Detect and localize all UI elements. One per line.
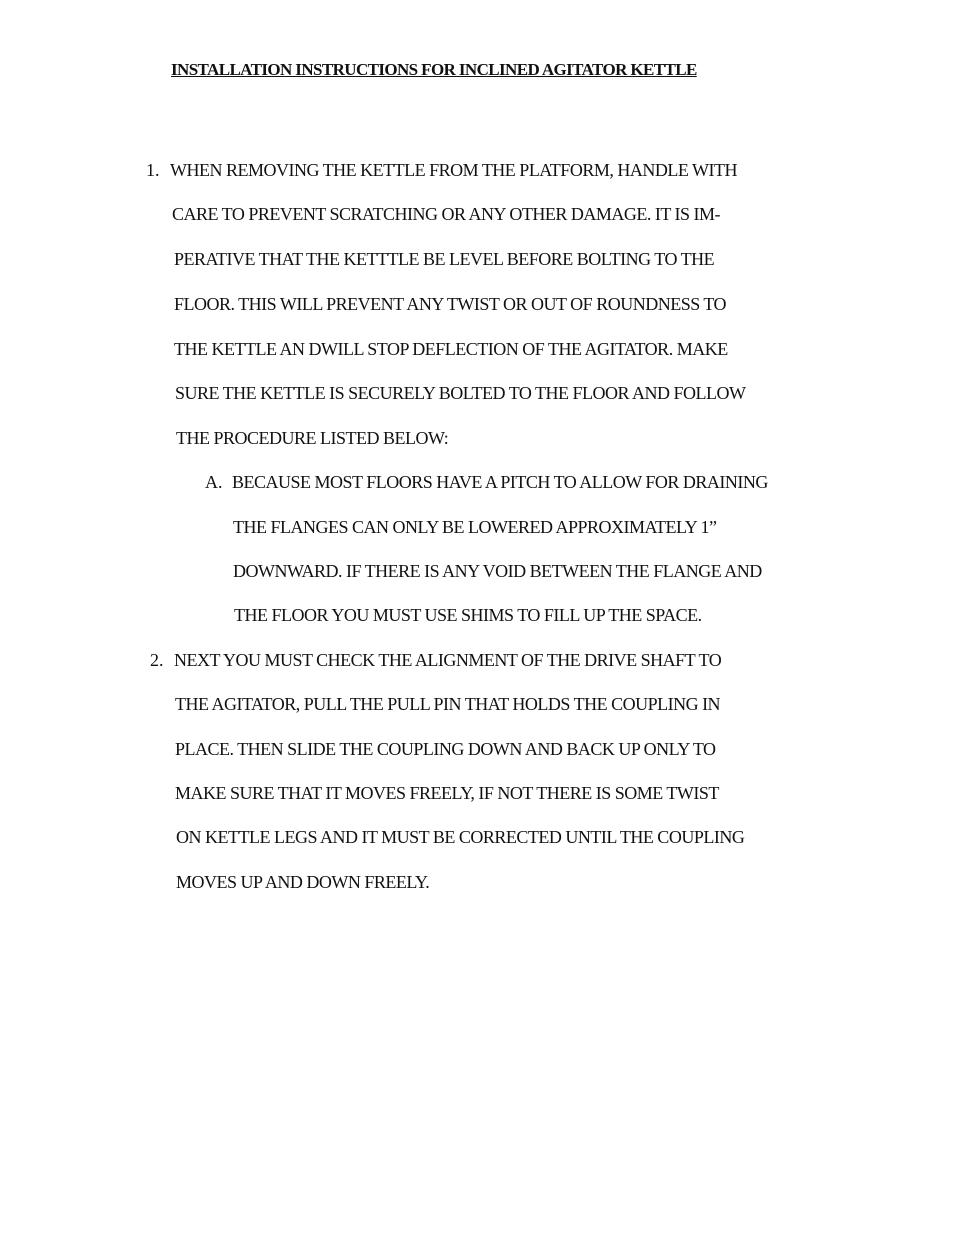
item-2-line-3: PLACE. THEN SLIDE THE COUPLING DOWN AND BACK UP ONLY TO (175, 739, 716, 759)
item-2-line-6: MOVES UP AND DOWN FREELY. (176, 872, 430, 892)
item-1-line-3: PERATIVE THAT THE KETTTLE BE LEVEL BEFORE BOLTING TO THE (174, 249, 715, 269)
item-2-line-1: NEXT YOU MUST CHECK THE ALIGNMENT OF THE DRIVE SHAFT TO (174, 650, 722, 670)
item-1-line-2: CARE TO PREVENT SCRATCHING OR ANY OTHER DAMAGE. IT IS IM- (172, 204, 721, 224)
item-1-line-4: FLOOR. THIS WILL PREVENT ANY TWIST OR OUT OF ROUNDNESS TO (174, 294, 727, 314)
item-2-marker: 2. (150, 650, 164, 670)
item-1-line-1: WHEN REMOVING THE KETTLE FROM THE PLATFORM, HANDLE WITH (170, 160, 737, 180)
document-title: INSTALLATION INSTRUCTIONS FOR INCLINED AGITATOR KETTLE (171, 60, 697, 79)
item-2-line-5: ON KETTLE LEGS AND IT MUST BE CORRECTED UNTIL THE COUPLING (176, 827, 745, 847)
item-1-line-5: THE KETTLE AN DWILL STOP DEFLECTION OF THE AGITATOR. MAKE (174, 339, 728, 359)
item-a-marker: A. (205, 472, 223, 492)
item-1-line-6: SURE THE KETTLE IS SECURELY BOLTED TO THE FLOOR AND FOLLOW (175, 383, 746, 403)
item-2-line-2: THE AGITATOR, PULL THE PULL PIN THAT HOLDS THE COUPLING IN (175, 694, 721, 714)
item-a-line-3: DOWNWARD. IF THERE IS ANY VOID BETWEEN THE FLANGE AND (233, 561, 762, 581)
item-a-line-1: BECAUSE MOST FLOORS HAVE A PITCH TO ALLOW FOR DRAINING (232, 472, 768, 492)
item-1-line-7: THE PROCEDURE LISTED BELOW: (176, 428, 449, 448)
item-2-line-4: MAKE SURE THAT IT MOVES FREELY, IF NOT THERE IS SOME TWIST (175, 783, 719, 803)
item-1-marker: 1. (146, 160, 160, 180)
item-a-line-4: THE FLOOR YOU MUST USE SHIMS TO FILL UP THE SPACE. (234, 605, 702, 625)
item-a-line-2: THE FLANGES CAN ONLY BE LOWERED APPROXIMATELY 1” (233, 517, 717, 537)
